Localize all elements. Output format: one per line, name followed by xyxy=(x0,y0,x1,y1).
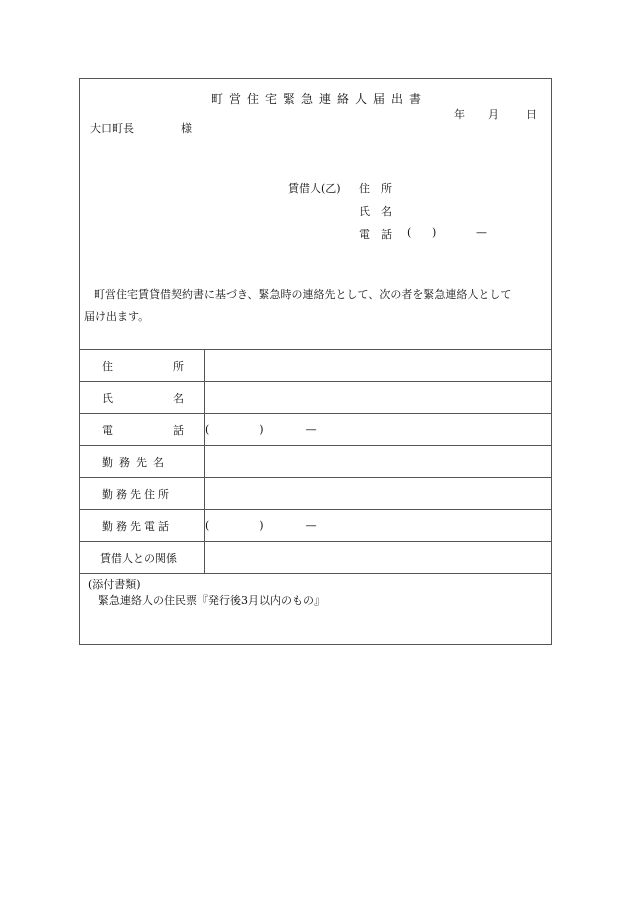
workplace-phone-field[interactable] xyxy=(205,510,552,542)
label-text: 賃借人との関係 xyxy=(100,551,177,565)
row-label-workplace-name xyxy=(80,446,205,478)
declaration-line-1: 町営住宅賃貸借契約書に基づき、緊急時の連絡先として、次の者を緊急連絡人として xyxy=(94,288,512,301)
tenant-phone-label: 電 話 xyxy=(359,228,392,241)
addressee-name: 大口町長 xyxy=(90,122,134,135)
table-row xyxy=(80,414,552,446)
date-month-label: 月 xyxy=(488,108,499,121)
attachment-item: 緊急連絡人の住民票『発行後3月以内のもの』 xyxy=(98,594,325,607)
table-row xyxy=(80,446,552,478)
table-row xyxy=(80,350,552,382)
label-text: 勤務先住所 xyxy=(102,487,172,501)
contact-phone-field[interactable] xyxy=(205,414,552,446)
table-row xyxy=(80,478,552,510)
phone-close-paren: ) xyxy=(259,519,264,532)
label-char: 名 xyxy=(173,391,184,405)
row-label-workplace-phone xyxy=(80,510,205,542)
phone-open-paren: ( xyxy=(205,423,210,436)
phone-close-paren: ) xyxy=(259,423,264,436)
row-label-workplace-address xyxy=(80,478,205,510)
row-label-address xyxy=(80,350,205,382)
table-row xyxy=(80,542,552,574)
phone-dash: — xyxy=(305,423,317,436)
declaration-line-2: 届け出ます。 xyxy=(84,310,150,323)
tenant-phone-close-paren: ) xyxy=(432,226,437,239)
addressee-honorific: 様 xyxy=(181,122,192,135)
workplace-address-field[interactable] xyxy=(205,478,552,510)
row-label-phone xyxy=(80,414,205,446)
tenant-name-label: 氏 名 xyxy=(359,205,392,218)
attachments-heading: (添付書類) xyxy=(88,578,141,591)
form-title: 町営住宅緊急連絡人届出書 xyxy=(211,92,428,106)
tenant-phone-open-paren: ( xyxy=(407,226,412,239)
workplace-name-field[interactable] xyxy=(205,446,552,478)
label-char: 話 xyxy=(173,423,184,437)
label-text: 勤務先名 xyxy=(102,455,170,469)
phone-dash: — xyxy=(305,519,317,532)
label-char: 所 xyxy=(173,359,184,373)
emergency-contact-form xyxy=(79,78,552,645)
row-label-name xyxy=(80,382,205,414)
date-year-label: 年 xyxy=(454,108,465,121)
label-text: 勤務先電話 xyxy=(102,519,172,533)
table-row xyxy=(80,510,552,542)
contact-address-field[interactable] xyxy=(205,350,552,382)
tenant-phone-dash: — xyxy=(476,226,487,239)
date-day-label: 日 xyxy=(526,108,537,121)
relationship-field[interactable] xyxy=(205,542,552,574)
label-char: 電 xyxy=(102,423,113,437)
declaration-text xyxy=(84,284,548,328)
row-label-relationship xyxy=(80,542,205,574)
contact-name-field[interactable] xyxy=(205,382,552,414)
label-char: 氏 xyxy=(102,391,113,405)
phone-open-paren: ( xyxy=(205,519,210,532)
tenant-address-label: 住 所 xyxy=(359,182,392,195)
contact-table xyxy=(79,349,552,574)
table-row xyxy=(80,382,552,414)
label-char: 住 xyxy=(102,359,113,373)
tenant-role: 賃借人(乙) xyxy=(288,182,341,195)
attachments-section xyxy=(88,577,325,609)
